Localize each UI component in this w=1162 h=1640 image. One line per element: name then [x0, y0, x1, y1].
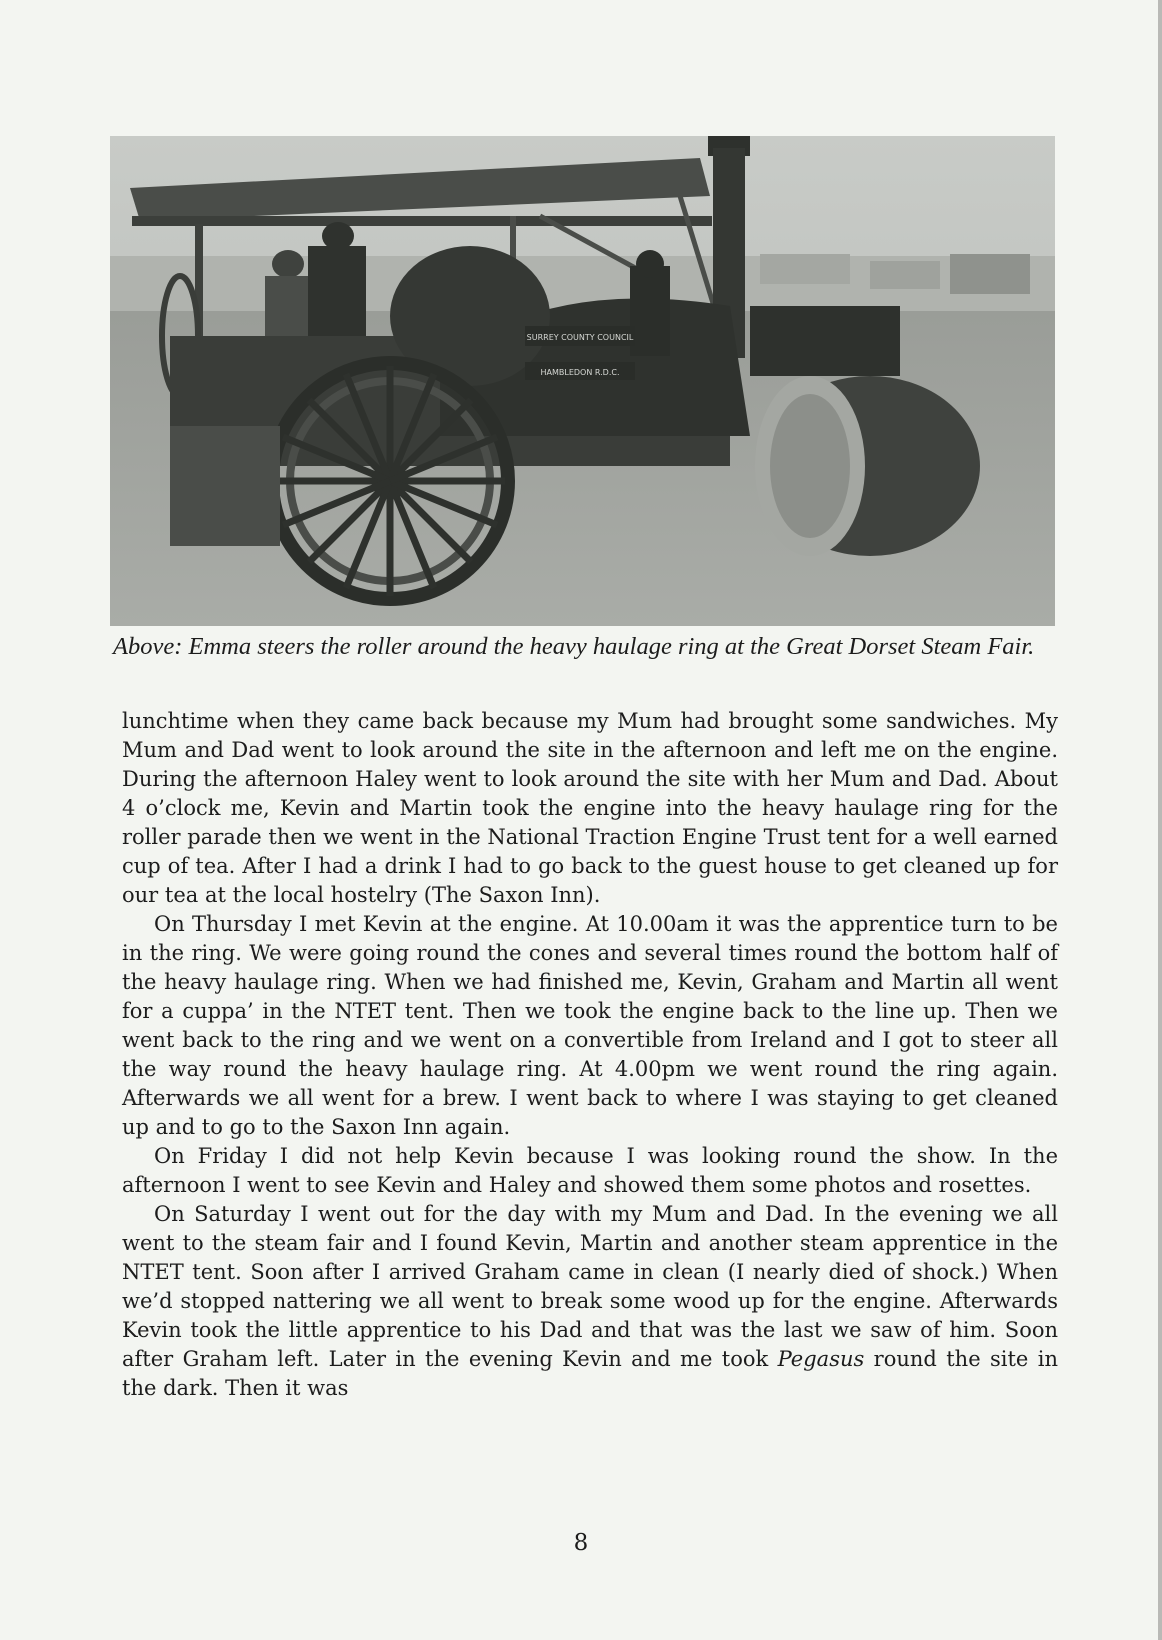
paragraph: [122, 910, 1058, 1142]
paragraph: [122, 707, 1058, 910]
paragraph-text: On Thursday I met Kevin at the engine. At 10.00am it was the apprentice turn to be in the ring. We were going round the cones and several times round the bottom half of the heavy haulage ring. When we had finished me, Kevin, Graham and Martin all went for a cuppa’ in the NTET tent. Then we took the engine back to the line up. Then we went back to the ring and we went on a convertible from Ireland and I got to steer all the way round the heavy haulage ring. At 4.00pm we went round the ring again. Afterwards we all went for a brew. I went back to where I was staying to get cleaned up and to go to the Saxon Inn again.: [122, 912, 1058, 1139]
plate-line-1: SURREY COUNTY COUNCIL: [526, 333, 634, 342]
plate-line-2: HAMBLEDON R.D.C.: [540, 368, 620, 377]
article-body: [122, 707, 1058, 1403]
steam-roller-photo: [110, 136, 1055, 626]
paragraph: [122, 1142, 1058, 1200]
paragraph-text: On Saturday I went out for the day with my Mum and Dad. In the evening we all went to the steam fair and I found Kevin, Martin and another steam apprentice in the NTET tent. Soon after I arrived Graham came in clean (I nearly died of shock.) When we’d stopped nattering we all went to break some wood up for the engine. Afterwards Kevin took the little apprentice to his Dad and that was the last we saw of him. Soon after Graham left. Later in the evening Kevin and me took: [122, 1202, 1058, 1371]
paragraph: [122, 1200, 1058, 1403]
emphasis-text: Pegasus: [777, 1347, 865, 1371]
page-edge: [1158, 0, 1162, 1640]
photo-caption: Above: Emma steers the roller around the heavy haulage ring at the Great Dorset Steam Fair.: [113, 633, 1035, 660]
steam-roller-illustration: [110, 136, 1055, 626]
paragraph-text: On Friday I did not help Kevin because I was looking round the show. In the afternoon I went to see Kevin and Haley and showed them some photos and rosettes.: [122, 1144, 1058, 1197]
paragraph-text: round the site in the dark. Then it was: [122, 1347, 1058, 1400]
page-number: 8: [573, 1530, 589, 1556]
paragraph-text: lunchtime when they came back because my Mum had brought some sandwiches. My Mum and Dad went to look around the site in the afternoon and left me on the engine. During the afternoon Haley went to look around the site with her Mum and Dad. About 4 o’clock me, Kevin and Martin took the engine into the heavy haulage ring for the roller parade then we went in the National Traction Engine Trust tent for a well earned cup of tea. After I had a drink I had to go back to the guest house to get cleaned up for our tea at the local hostelry (The Saxon Inn).: [122, 709, 1058, 907]
